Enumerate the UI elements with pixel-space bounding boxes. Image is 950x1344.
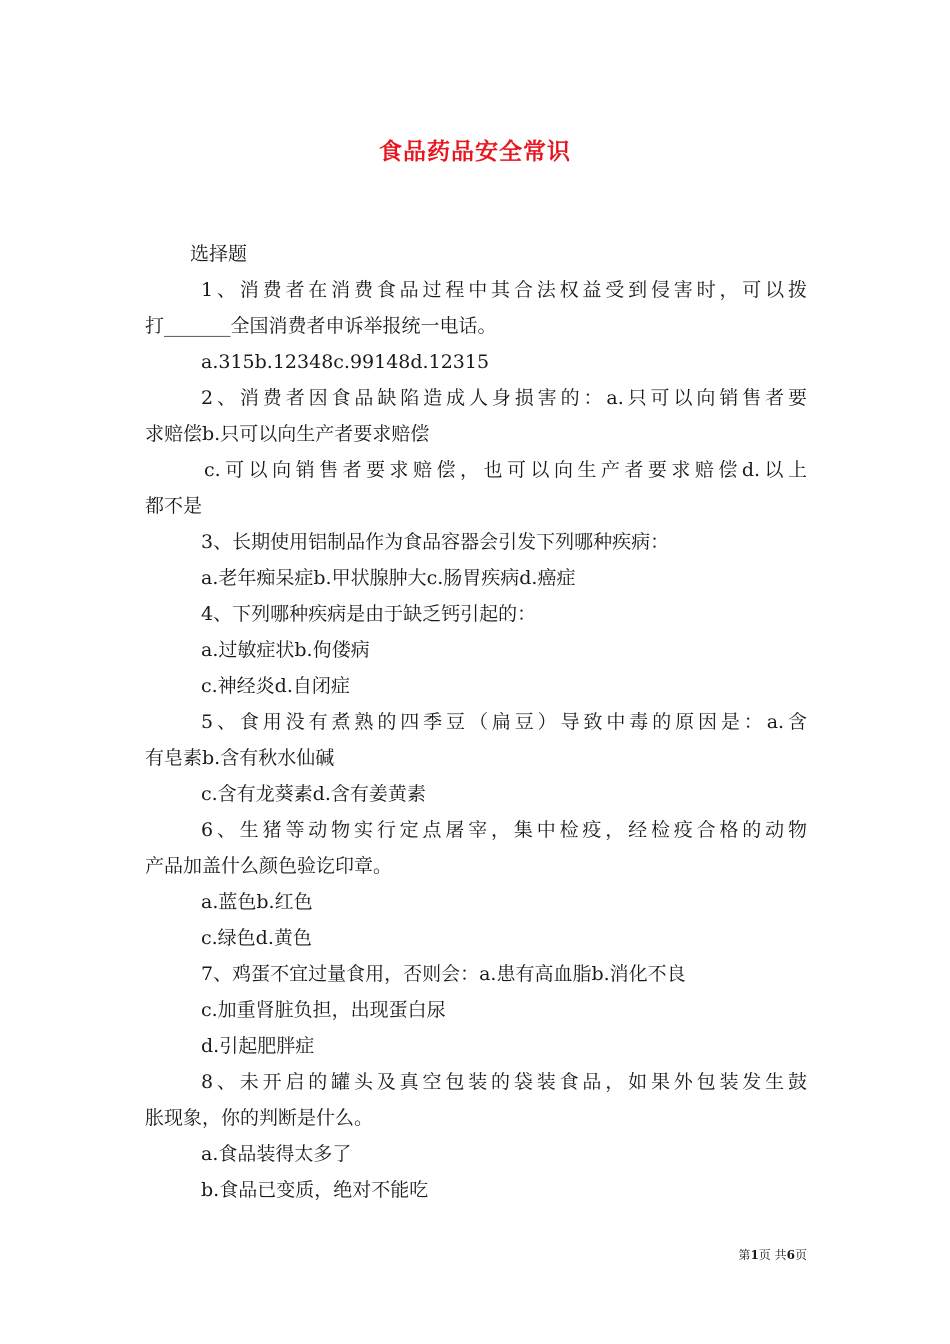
page-footer xyxy=(738,1246,807,1263)
question-2-line-1: 2、消费者因食品缺陷造成人身损害的：a.只可以向销售者要 xyxy=(201,387,807,409)
question-7-line: 7、鸡蛋不宜过量食用，否则会：a.患有高血脂b.消化不良 xyxy=(201,963,686,985)
document-body xyxy=(145,236,807,1208)
question-1-line-1: 1、消费者在消费食品过程中其合法权益受到侵害时，可以拨 xyxy=(201,279,807,301)
question-4-options-1: a.过敏症状b.佝偻病 xyxy=(201,639,370,661)
footer-prefix: 第 xyxy=(738,1248,751,1262)
footer-total-pages: 6 xyxy=(786,1248,795,1262)
question-1-options: a.315b.12348c.99148d.12315 xyxy=(201,351,490,373)
question-1-line-2: 打_______全国消费者申诉举报统一电话。 xyxy=(145,315,497,337)
section-heading: 选择题 xyxy=(190,243,248,265)
question-2-options-line-1: c.可以向销售者要求赔偿，也可以向生产者要求赔偿d.以上 xyxy=(204,459,807,481)
question-6-line-1: 6、生猪等动物实行定点屠宰，集中检疫，经检疫合格的动物 xyxy=(201,819,807,841)
question-4-line: 4、下列哪种疾病是由于缺乏钙引起的： xyxy=(201,603,537,625)
question-6-line-2: 产品加盖什么颜色验讫印章。 xyxy=(145,855,393,877)
question-3-line: 3、长期使用铝制品作为食品容器会引发下列哪种疾病： xyxy=(201,531,670,553)
question-2-options-line-2: 都不是 xyxy=(145,495,203,517)
question-8-line-2: 胀现象，你的判断是什么。 xyxy=(145,1107,374,1129)
question-6-options-2: c.绿色d.黄色 xyxy=(201,927,312,949)
footer-middle: 页 共 xyxy=(758,1248,787,1262)
footer-current-page: 1 xyxy=(750,1248,759,1262)
question-3-options: a.老年痴呆症b.甲状腺肿大c.肠胃疾病d.癌症 xyxy=(201,567,576,589)
question-4-options-2: c.神经炎d.自闭症 xyxy=(201,675,350,697)
question-8-options-2: b.食品已变质，绝对不能吃 xyxy=(201,1179,429,1201)
question-5-options: c.含有龙葵素d.含有姜黄素 xyxy=(201,783,426,805)
question-8-line-1: 8、未开启的罐头及真空包装的袋装食品，如果外包装发生鼓 xyxy=(201,1071,807,1093)
question-6-options-1: a.蓝色b.红色 xyxy=(201,891,313,913)
footer-suffix: 页 xyxy=(794,1248,807,1262)
question-5-line-1: 5、食用没有煮熟的四季豆（扁豆）导致中毒的原因是：a.含 xyxy=(201,711,807,733)
question-7-options-2: d.引起肥胖症 xyxy=(201,1035,315,1057)
question-8-options-1: a.食品装得太多了 xyxy=(201,1143,352,1165)
question-5-line-2: 有皂素b.含有秋水仙碱 xyxy=(145,747,335,769)
question-2-line-2: 求赔偿b.只可以向生产者要求赔偿 xyxy=(145,423,430,445)
document-title: 食品药品安全常识 xyxy=(379,138,571,165)
question-7-options-1: c.加重肾脏负担，出现蛋白尿 xyxy=(201,999,446,1021)
